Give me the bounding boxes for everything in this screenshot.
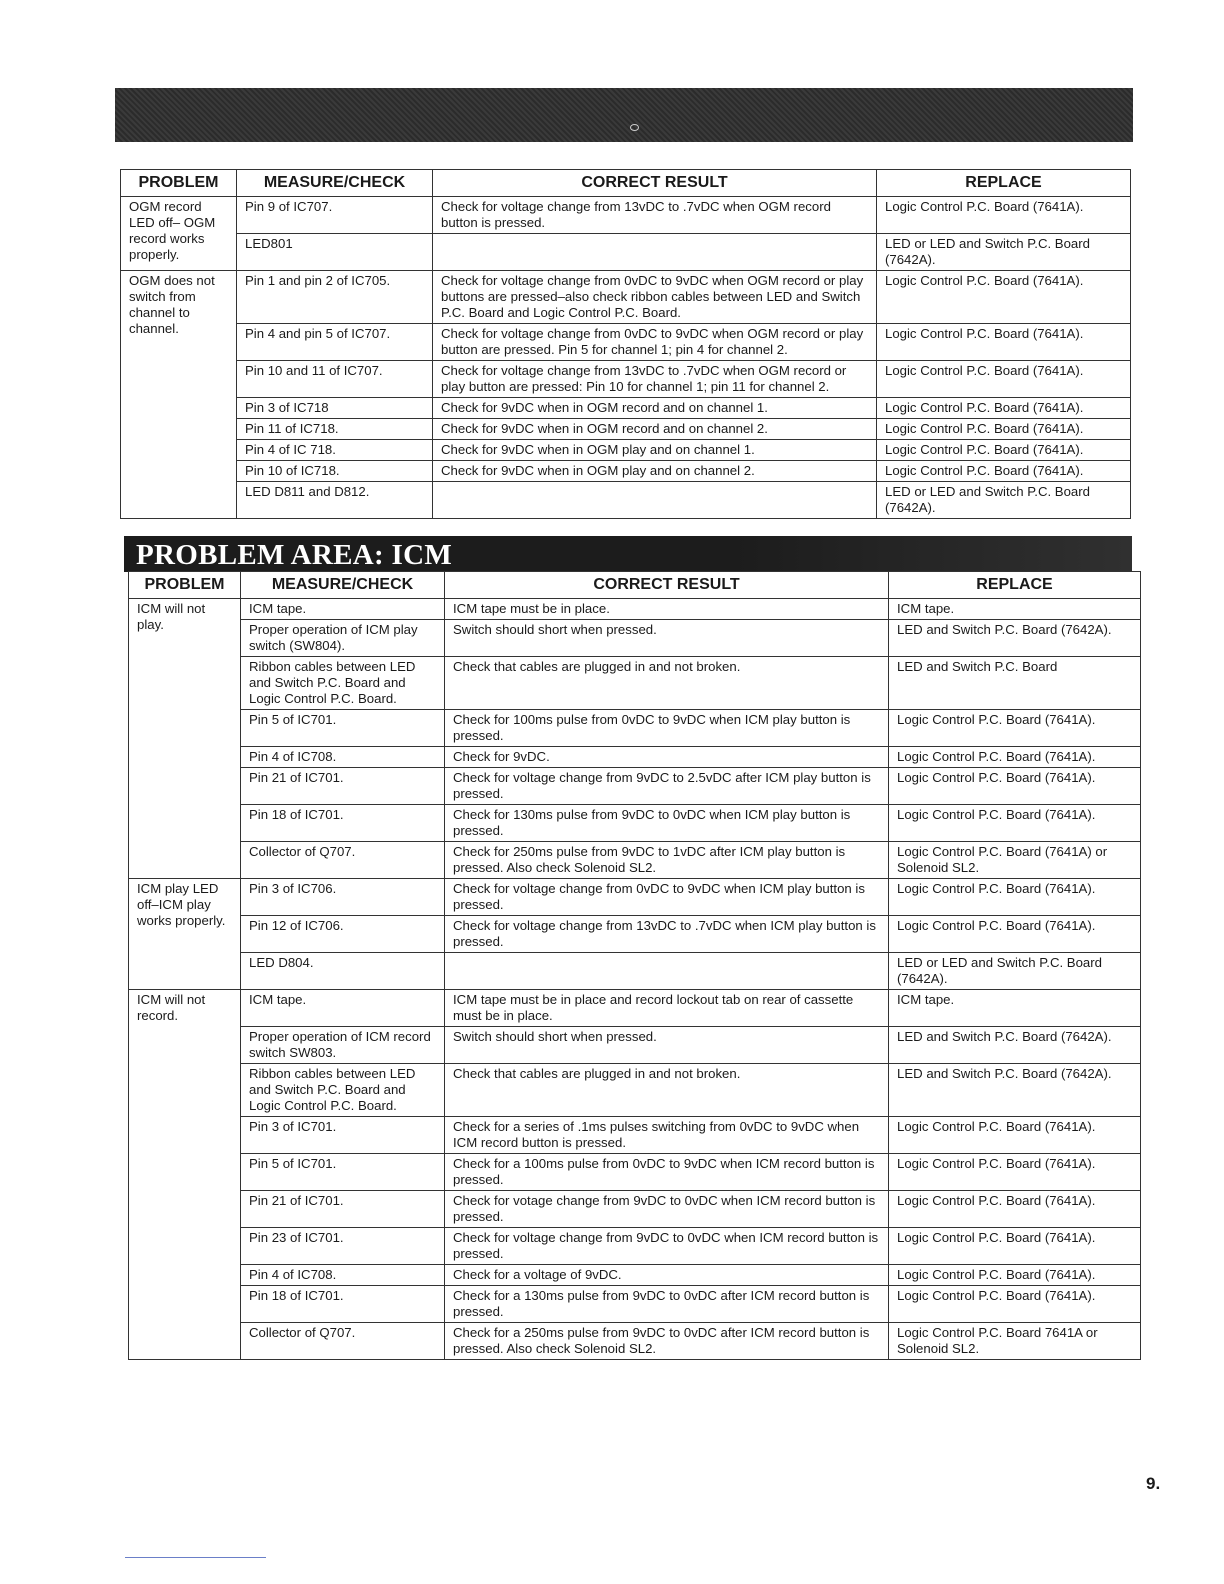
- table-row: [129, 1154, 1141, 1191]
- problem-cell: OGM does not switch from channel to channel.: [121, 271, 237, 519]
- measure-cell: Collector of Q707.: [241, 1323, 445, 1360]
- result-cell: Check for voltage change from 9vDC to 0vDC when ICM record button is pressed.: [445, 1228, 889, 1265]
- header-replace: REPLACE: [889, 572, 1141, 599]
- measure-cell: Pin 21 of IC701.: [241, 1191, 445, 1228]
- table-row: [129, 1191, 1141, 1228]
- table-row: [129, 990, 1141, 1027]
- measure-cell: Pin 10 of IC718.: [237, 461, 433, 482]
- result-cell: Check that cables are plugged in and not broken.: [445, 657, 889, 710]
- replace-cell: LED and Switch P.C. Board: [889, 657, 1141, 710]
- replace-cell: Logic Control P.C. Board (7641A).: [889, 1117, 1141, 1154]
- replace-cell: LED and Switch P.C. Board (7642A).: [889, 620, 1141, 657]
- table-row: [129, 879, 1141, 916]
- table-row: [121, 440, 1131, 461]
- table-header-row: [129, 572, 1141, 599]
- result-cell: Check for 100ms pulse from 0vDC to 9vDC when ICM play button is pressed.: [445, 710, 889, 747]
- replace-cell: Logic Control P.C. Board (7641A).: [889, 1286, 1141, 1323]
- result-cell: Check for 9vDC when in OGM record and on channel 2.: [433, 419, 877, 440]
- result-cell: Check for voltage change from 9vDC to 2.5vDC after ICM play button is pressed.: [445, 768, 889, 805]
- measure-cell: Proper operation of ICM record switch SW803.: [241, 1027, 445, 1064]
- table-row: [129, 1265, 1141, 1286]
- result-cell: Check for 9vDC when in OGM play and on channel 2.: [433, 461, 877, 482]
- table-header-row: [121, 170, 1131, 197]
- result-cell: Check for voltage change from 13vDC to .7vDC when OGM record or play button are pressed: Pin 10 for channel 1; pin 11 for channel 2.: [433, 361, 877, 398]
- result-cell: Check for voltage change from 0vDC to 9vDC when OGM record or play buttons are pressed–also check ribbon cables between LED and Switch P.C. Board and Logic Control P.C. Board.: [433, 271, 877, 324]
- icm-troubleshooting-table: [128, 571, 1141, 1360]
- result-cell: Check for 9vDC.: [445, 747, 889, 768]
- problem-area-title: PROBLEM AREA: ICM: [136, 539, 453, 571]
- result-cell: Check for voltage change from 13vDC to .7vDC when OGM record button is pressed.: [433, 197, 877, 234]
- result-cell: Check for voltage change from 13vDC to .7vDC when ICM play button is pressed.: [445, 916, 889, 953]
- measure-cell: LED D804.: [241, 953, 445, 990]
- result-cell: Check for a series of .1ms pulses switching from 0vDC to 9vDC when ICM record button is pressed.: [445, 1117, 889, 1154]
- table-row: [129, 599, 1141, 620]
- table-row: [129, 710, 1141, 747]
- replace-cell: Logic Control P.C. Board (7641A).: [877, 461, 1131, 482]
- replace-cell: Logic Control P.C. Board (7641A).: [889, 1154, 1141, 1191]
- result-cell: Check for votage change from 9vDC to 0vDC when ICM record button is pressed.: [445, 1191, 889, 1228]
- ogm-troubleshooting-table: [120, 169, 1131, 519]
- table-row: [129, 1064, 1141, 1117]
- table-row: [129, 916, 1141, 953]
- table-row: [129, 1117, 1141, 1154]
- table-row: [129, 1228, 1141, 1265]
- problem-area-banner: [124, 536, 1132, 572]
- measure-cell: Pin 3 of IC701.: [241, 1117, 445, 1154]
- measure-cell: Ribbon cables between LED and Switch P.C. Board and Logic Control P.C. Board.: [241, 657, 445, 710]
- replace-cell: LED or LED and Switch P.C. Board (7642A).: [877, 234, 1131, 271]
- result-cell: ICM tape must be in place.: [445, 599, 889, 620]
- table-row: [129, 620, 1141, 657]
- measure-cell: Pin 3 of IC718: [237, 398, 433, 419]
- measure-cell: Pin 4 of IC 718.: [237, 440, 433, 461]
- table-row: [121, 398, 1131, 419]
- measure-cell: Pin 10 and 11 of IC707.: [237, 361, 433, 398]
- replace-cell: Logic Control P.C. Board (7641A).: [877, 197, 1131, 234]
- table-row: [121, 324, 1131, 361]
- result-cell: Check for 130ms pulse from 9vDC to 0vDC when ICM play button is pressed.: [445, 805, 889, 842]
- replace-cell: Logic Control P.C. Board (7641A).: [889, 710, 1141, 747]
- table-row: [129, 1323, 1141, 1360]
- table-row: [129, 953, 1141, 990]
- banner-mark: [630, 124, 639, 131]
- table-row: [121, 361, 1131, 398]
- measure-cell: Pin 4 of IC708.: [241, 747, 445, 768]
- measure-cell: Pin 4 of IC708.: [241, 1265, 445, 1286]
- replace-cell: LED and Switch P.C. Board (7642A).: [889, 1027, 1141, 1064]
- measure-cell: LED D811 and D812.: [237, 482, 433, 519]
- result-cell: Check for 9vDC when in OGM play and on channel 1.: [433, 440, 877, 461]
- table-row: [129, 842, 1141, 879]
- problem-cell: OGM record LED off– OGM record works properly.: [121, 197, 237, 271]
- result-cell: [433, 234, 877, 271]
- replace-cell: Logic Control P.C. Board (7641A).: [877, 398, 1131, 419]
- table-row: [121, 271, 1131, 324]
- result-cell: Check that cables are plugged in and not broken.: [445, 1064, 889, 1117]
- replace-cell: Logic Control P.C. Board 7641A or Solenoid SL2.: [889, 1323, 1141, 1360]
- result-cell: Check for a 130ms pulse from 9vDC to 0vDC after ICM record button is pressed.: [445, 1286, 889, 1323]
- replace-cell: LED or LED and Switch P.C. Board (7642A).: [889, 953, 1141, 990]
- header-measure: MEASURE/CHECK: [237, 170, 433, 197]
- measure-cell: Pin 1 and pin 2 of IC705.: [237, 271, 433, 324]
- table-row: [121, 419, 1131, 440]
- header-problem: PROBLEM: [121, 170, 237, 197]
- measure-cell: Pin 12 of IC706.: [241, 916, 445, 953]
- result-cell: Check for 9vDC when in OGM record and on channel 1.: [433, 398, 877, 419]
- replace-cell: Logic Control P.C. Board (7641A) or Solenoid SL2.: [889, 842, 1141, 879]
- header-result: CORRECT RESULT: [433, 170, 877, 197]
- result-cell: Switch should short when pressed.: [445, 1027, 889, 1064]
- problem-cell: ICM will not record.: [129, 990, 241, 1360]
- problem-cell: ICM will not play.: [129, 599, 241, 879]
- measure-cell: Pin 9 of IC707.: [237, 197, 433, 234]
- table-row: [129, 747, 1141, 768]
- replace-cell: Logic Control P.C. Board (7641A).: [889, 916, 1141, 953]
- measure-cell: Collector of Q707.: [241, 842, 445, 879]
- table-row: [129, 1286, 1141, 1323]
- measure-cell: LED801: [237, 234, 433, 271]
- result-cell: Switch should short when pressed.: [445, 620, 889, 657]
- measure-cell: Pin 23 of IC701.: [241, 1228, 445, 1265]
- measure-cell: Proper operation of ICM play switch (SW804).: [241, 620, 445, 657]
- replace-cell: Logic Control P.C. Board (7641A).: [877, 440, 1131, 461]
- table-row: [121, 234, 1131, 271]
- replace-cell: Logic Control P.C. Board (7641A).: [877, 361, 1131, 398]
- result-cell: [445, 953, 889, 990]
- result-cell: ICM tape must be in place and record lockout tab on rear of cassette must be in place.: [445, 990, 889, 1027]
- replace-cell: LED and Switch P.C. Board (7642A).: [889, 1064, 1141, 1117]
- header-problem: PROBLEM: [129, 572, 241, 599]
- table-row: [129, 1027, 1141, 1064]
- table-row: [129, 768, 1141, 805]
- result-cell: [433, 482, 877, 519]
- result-cell: Check for a 250ms pulse from 9vDC to 0vDC after ICM record button is pressed. Also check Solenoid SL2.: [445, 1323, 889, 1360]
- replace-cell: ICM tape.: [889, 599, 1141, 620]
- table-row: [121, 197, 1131, 234]
- replace-cell: Logic Control P.C. Board (7641A).: [889, 805, 1141, 842]
- page-number: 9.: [1146, 1474, 1161, 1493]
- replace-cell: Logic Control P.C. Board (7641A).: [889, 747, 1141, 768]
- replace-cell: Logic Control P.C. Board (7641A).: [877, 324, 1131, 361]
- replace-cell: Logic Control P.C. Board (7641A).: [877, 419, 1131, 440]
- header-measure: MEASURE/CHECK: [241, 572, 445, 599]
- problem-cell: ICM play LED off–ICM play works properly.: [129, 879, 241, 990]
- result-cell: Check for a voltage of 9vDC.: [445, 1265, 889, 1286]
- measure-cell: Pin 21 of IC701.: [241, 768, 445, 805]
- result-cell: Check for 250ms pulse from 9vDC to 1vDC after ICM play button is pressed. Also check Solenoid SL2.: [445, 842, 889, 879]
- measure-cell: ICM tape.: [241, 599, 445, 620]
- replace-cell: ICM tape.: [889, 990, 1141, 1027]
- measure-cell: Pin 5 of IC701.: [241, 710, 445, 747]
- replace-cell: Logic Control P.C. Board (7641A).: [889, 768, 1141, 805]
- measure-cell: Pin 4 and pin 5 of IC707.: [237, 324, 433, 361]
- measure-cell: Pin 11 of IC718.: [237, 419, 433, 440]
- table-row: [121, 461, 1131, 482]
- measure-cell: Pin 18 of IC701.: [241, 1286, 445, 1323]
- top-banner: [115, 88, 1133, 142]
- table-row: [121, 482, 1131, 519]
- measure-cell: ICM tape.: [241, 990, 445, 1027]
- replace-cell: Logic Control P.C. Board (7641A).: [889, 1265, 1141, 1286]
- measure-cell: Pin 3 of IC706.: [241, 879, 445, 916]
- replace-cell: LED or LED and Switch P.C. Board (7642A).: [877, 482, 1131, 519]
- result-cell: Check for voltage change from 0vDC to 9vDC when OGM record or play button are pressed. Pin 5 for channel 1; pin 4 for channel 2.: [433, 324, 877, 361]
- replace-cell: Logic Control P.C. Board (7641A).: [889, 1228, 1141, 1265]
- replace-cell: Logic Control P.C. Board (7641A).: [889, 879, 1141, 916]
- replace-cell: Logic Control P.C. Board (7641A).: [889, 1191, 1141, 1228]
- table-row: [129, 805, 1141, 842]
- table-row: [129, 657, 1141, 710]
- measure-cell: Pin 18 of IC701.: [241, 805, 445, 842]
- replace-cell: Logic Control P.C. Board (7641A).: [877, 271, 1131, 324]
- footer-rule: [125, 1557, 266, 1558]
- header-result: CORRECT RESULT: [445, 572, 889, 599]
- measure-cell: Pin 5 of IC701.: [241, 1154, 445, 1191]
- header-replace: REPLACE: [877, 170, 1131, 197]
- result-cell: Check for a 100ms pulse from 0vDC to 9vDC when ICM record button is pressed.: [445, 1154, 889, 1191]
- measure-cell: Ribbon cables between LED and Switch P.C. Board and Logic Control P.C. Board.: [241, 1064, 445, 1117]
- result-cell: Check for voltage change from 0vDC to 9vDC when ICM play button is pressed.: [445, 879, 889, 916]
